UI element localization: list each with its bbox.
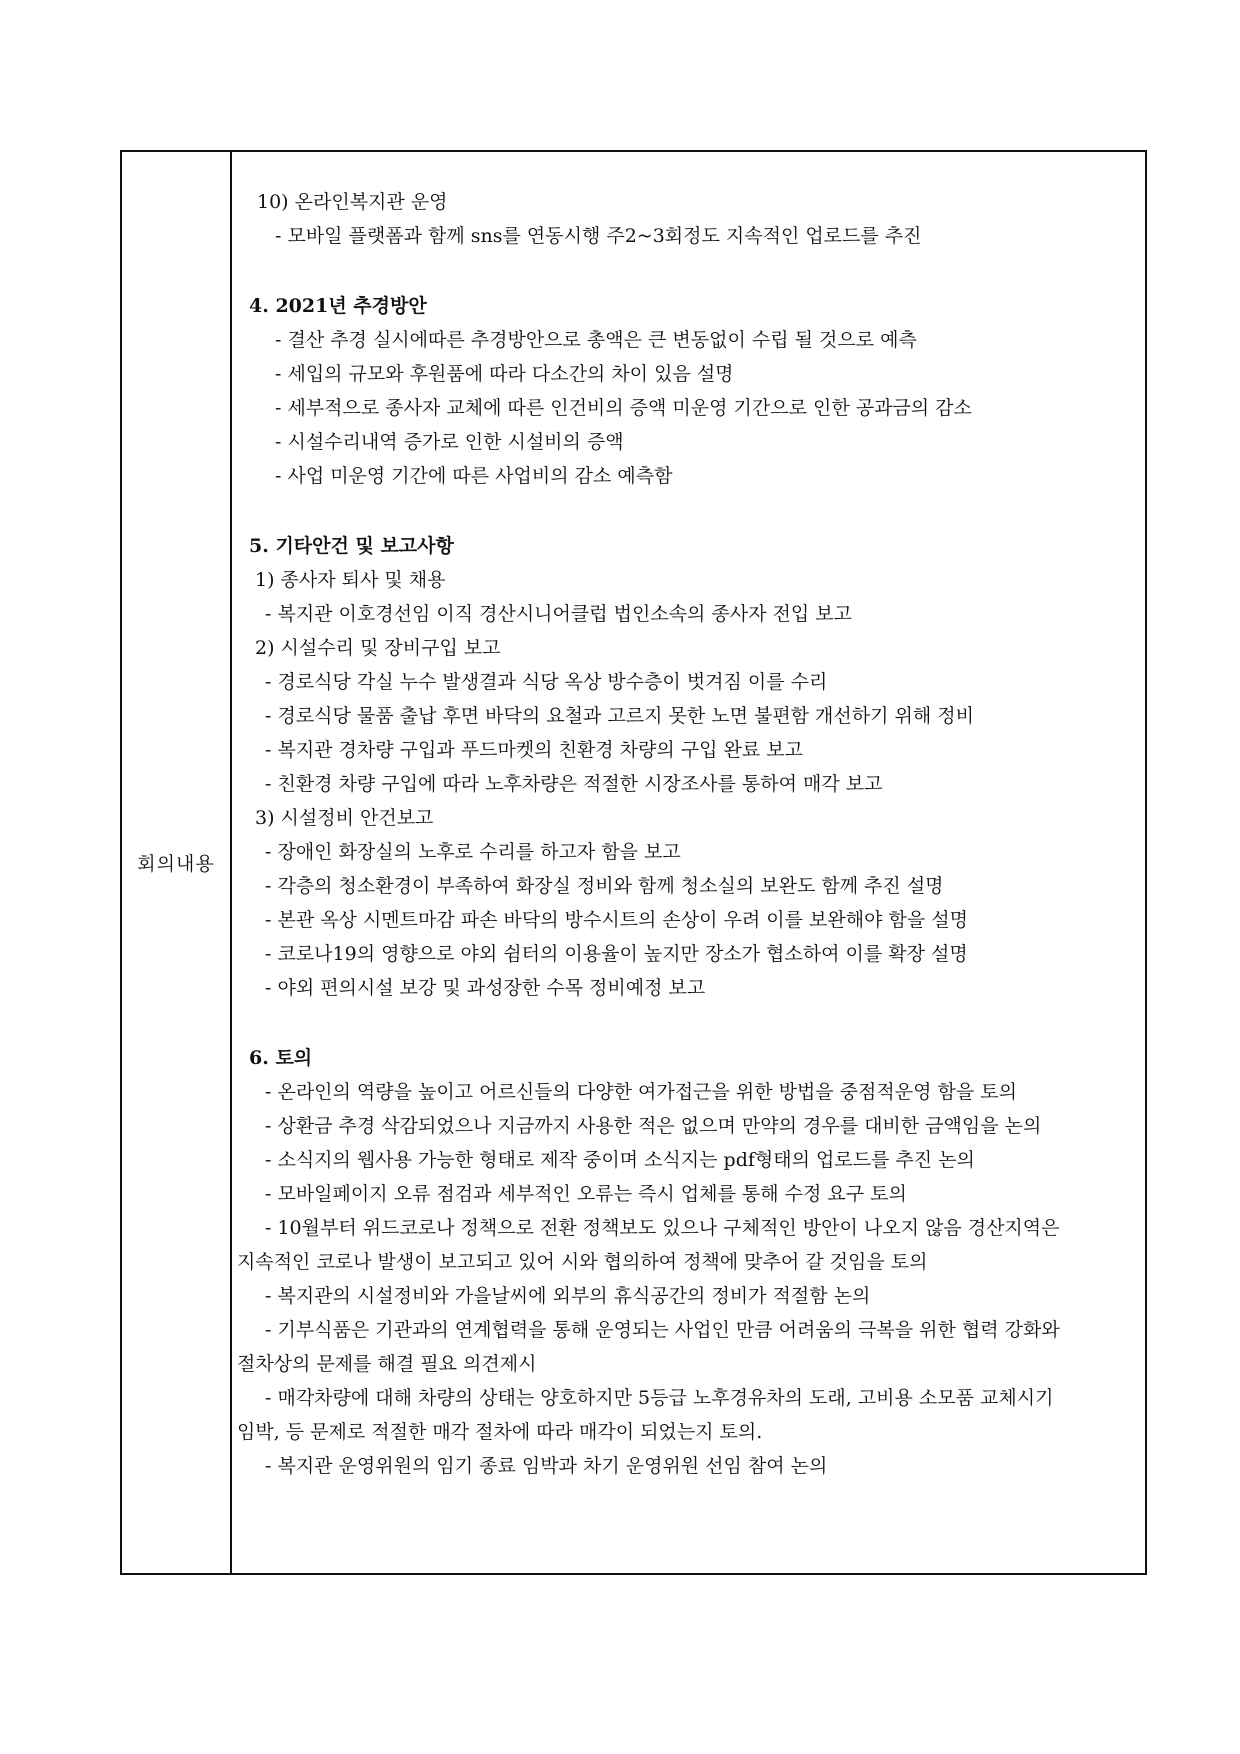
text-line: - 코로나19의 영향으로 야외 쉼터의 이용율이 높지만 장소가 협소하여 이를 확장 설명 (265, 943, 968, 965)
text-line: - 복지관 경차량 구입과 푸드마켓의 친환경 차량의 구입 완료 보고 (265, 739, 803, 761)
text-line: 3) 시설정비 안건보고 (255, 807, 434, 829)
text-line: 2) 시설수리 및 장비구입 보고 (255, 637, 501, 659)
text-line: - 경로식당 물품 출납 후면 바닥의 요철과 고르지 못한 노면 불편함 개선하기 위해 정비 (265, 705, 974, 727)
text-line: - 복지관 운영위원의 임기 종료 임박과 차기 운영위원 선임 참여 논의 (265, 1455, 828, 1477)
text-line: - 결산 추경 실시에따른 추경방안으로 총액은 큰 변동없이 수립 될 것으로 예측 (275, 329, 917, 351)
text-line: 10) 온라인복지관 운영 (257, 191, 448, 213)
text-line: - 세부적으로 종사자 교체에 따른 인건비의 증액 미운영 기간으로 인한 공과금의 감소 (275, 397, 972, 419)
text-line: - 친환경 차량 구입에 따라 노후차량은 적절한 시장조사를 통하여 매각 보고 (265, 773, 883, 795)
section-heading: 4. 2021년 추경방안 (249, 295, 427, 317)
text-line: - 매각차량에 대해 차량의 상태는 양호하지만 5등급 노후경유차의 도래, 고비용 소모품 교체시기 (265, 1387, 1054, 1409)
text-line: - 모바일 플랫폼과 함께 sns를 연동시행 주2~3회정도 지속적인 업로드를 추진 (275, 225, 922, 247)
text-line: - 복지관 이호경선임 이직 경산시니어클럽 법인소속의 종사자 전입 보고 (265, 603, 853, 625)
text-line: - 야외 편의시설 보강 및 과성장한 수목 정비예정 보고 (265, 977, 706, 999)
text-line: 임박, 등 문제로 적절한 매각 절차에 따라 매각이 되었는지 토의. (237, 1421, 763, 1443)
text-line: - 소식지의 웹사용 가능한 형태로 제작 중이며 소식지는 pdf형태의 업로드를 추진 논의 (265, 1149, 975, 1171)
text-line: - 상환금 추경 삭감되었으나 지금까지 사용한 적은 없으며 만약의 경우를 대비한 금액임을 논의 (265, 1115, 1042, 1137)
text-line: - 사업 미운영 기간에 따른 사업비의 감소 예측함 (275, 465, 673, 487)
text-line: 지속적인 코로나 발생이 보고되고 있어 시와 협의하여 정책에 맞추어 갈 것임을 토의 (237, 1251, 928, 1273)
text-line: - 10월부터 위드코로나 정책으로 전환 정책보도 있으나 구체적인 방안이 나오지 않음 경산지역은 (265, 1217, 1060, 1239)
text-line: - 기부식품은 기관과의 연계협력을 통해 운영되는 사업인 만큼 어려움의 극복을 위한 협력 강화와 (265, 1319, 1060, 1341)
text-line: - 모바일페이지 오류 점검과 세부적인 오류는 즉시 업체를 통해 수정 요구 토의 (265, 1183, 907, 1205)
section-heading: 6. 토의 (249, 1047, 313, 1069)
text-line: 1) 종사자 퇴사 및 채용 (255, 569, 446, 591)
section-heading: 5. 기타안건 및 보고사항 (249, 535, 454, 557)
text-line: - 온라인의 역량을 높이고 어르신들의 다양한 여가접근을 위한 방법을 중점적운영 함을 토의 (265, 1081, 1017, 1103)
content-cell (235, 152, 1145, 1573)
text-line: 절차상의 문제를 해결 필요 의견제시 (237, 1353, 537, 1375)
label-text: 회의내용 (137, 853, 215, 875)
text-line: - 세입의 규모와 후원품에 따라 다소간의 차이 있음 설명 (275, 363, 734, 385)
text-line: - 경로식당 각실 누수 발생결과 식당 옥상 방수층이 벗겨짐 이를 수리 (265, 671, 828, 693)
label-cell (122, 152, 232, 1573)
text-line: - 시설수리내역 증가로 인한 시설비의 증액 (275, 431, 624, 453)
minutes-table (120, 150, 1147, 1575)
text-line: - 장애인 화장실의 노후로 수리를 하고자 함을 보고 (265, 841, 681, 863)
text-line: - 복지관의 시설정비와 가을날씨에 외부의 휴식공간의 정비가 적절함 논의 (265, 1285, 871, 1307)
text-line: - 각층의 청소환경이 부족하여 화장실 정비와 함께 청소실의 보완도 함께 추진 설명 (265, 875, 944, 897)
text-line: - 본관 옥상 시멘트마감 파손 바닥의 방수시트의 손상이 우려 이를 보완해야 함을 설명 (265, 909, 968, 931)
